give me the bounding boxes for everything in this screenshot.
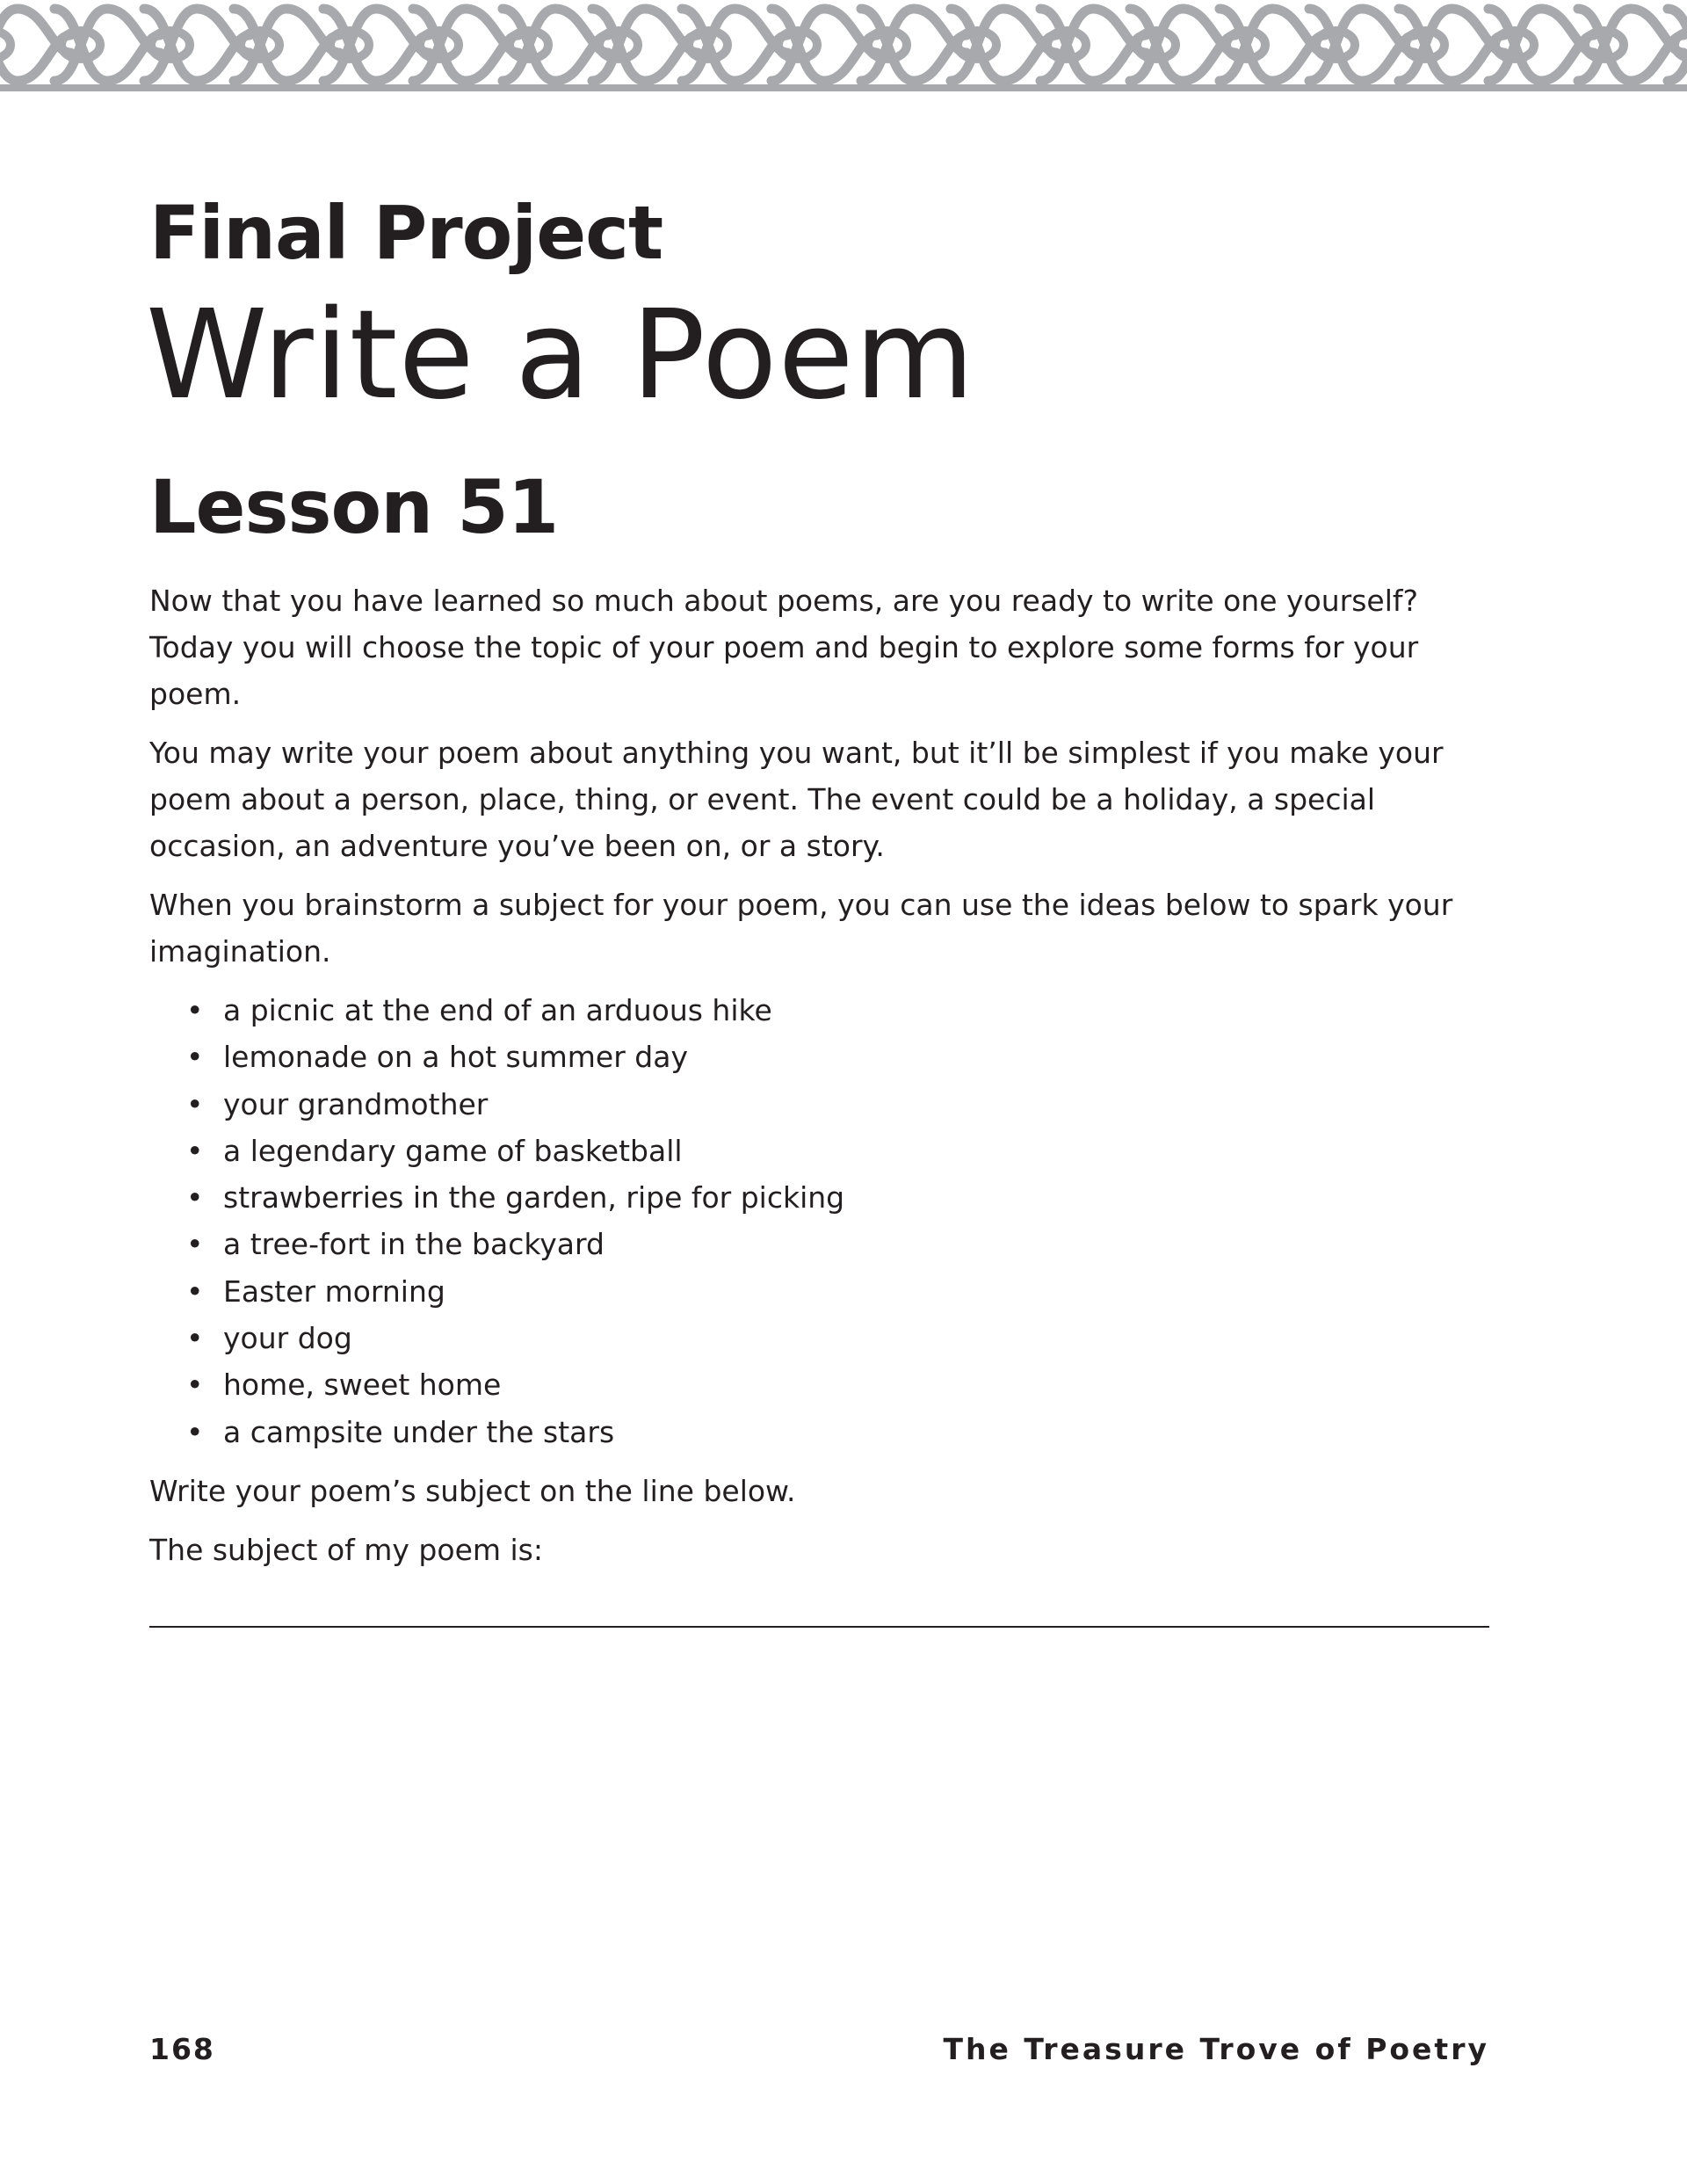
list-item bbox=[186, 1034, 1489, 1080]
section-kicker: Final Project bbox=[149, 190, 663, 276]
list-item bbox=[186, 1409, 1489, 1455]
celtic-knot-border-icon bbox=[0, 0, 1687, 91]
bullet-icon: • bbox=[186, 1180, 204, 1215]
idea-text: lemonade on a hot summer day bbox=[223, 1040, 688, 1075]
list-item bbox=[186, 1081, 1489, 1128]
idea-text: a picnic at the end of an arduous hike bbox=[223, 993, 772, 1027]
bullet-icon: • bbox=[186, 1368, 204, 1403]
idea-text: Easter morning bbox=[223, 1273, 445, 1309]
bullet-icon: • bbox=[186, 1040, 204, 1075]
answer-line[interactable] bbox=[149, 1626, 1489, 1628]
bullet-icon: • bbox=[186, 1321, 204, 1356]
celtic-knot-border bbox=[0, 0, 1687, 91]
idea-list bbox=[149, 987, 1489, 1455]
page-number: 168 bbox=[149, 2032, 215, 2066]
book-title: The Treasure Trove of Poetry bbox=[943, 2032, 1489, 2066]
list-item bbox=[186, 1361, 1489, 1408]
idea-text: a legendary game of basketball bbox=[223, 1133, 683, 1168]
list-item bbox=[186, 1315, 1489, 1361]
list-item bbox=[186, 1221, 1489, 1267]
page-title: Write a Poem bbox=[146, 284, 976, 427]
bullet-icon: • bbox=[186, 1133, 204, 1168]
idea-text: a tree-fort in the backyard bbox=[223, 1227, 605, 1262]
list-item bbox=[186, 1174, 1489, 1221]
subject-paragraph: You may write your poem about anything you want, but it’ll be simplest if you make your poem about a person, place, thing, or event. The event could be a holiday, a special occasion, an adventure you’ve been on, or a story. bbox=[149, 736, 1444, 863]
bullet-icon: • bbox=[186, 1086, 204, 1121]
brainstorm-paragraph: When you brainstorm a subject for your poem, you can use the ideas below to spark your imagination. bbox=[149, 888, 1453, 969]
lesson-heading: Lesson 51 bbox=[149, 464, 559, 550]
list-item bbox=[186, 1268, 1489, 1315]
instruction-text: Write your poem’s subject on the line below. bbox=[149, 1473, 796, 1508]
page-content bbox=[146, 189, 1489, 1628]
idea-text: a campsite under the stars bbox=[223, 1414, 615, 1449]
list-item bbox=[186, 1128, 1489, 1174]
bullet-icon: • bbox=[186, 1273, 204, 1309]
bullet-icon: • bbox=[186, 1414, 204, 1449]
idea-text: strawberries in the garden, ripe for picking bbox=[223, 1180, 845, 1215]
subject-prompt: The subject of my poem is: bbox=[149, 1532, 543, 1567]
idea-text: your dog bbox=[223, 1321, 352, 1356]
page-footer bbox=[149, 2032, 1489, 2076]
idea-text: your grandmother bbox=[223, 1086, 489, 1121]
bullet-icon: • bbox=[186, 1227, 204, 1262]
bullet-icon: • bbox=[186, 993, 204, 1027]
list-item bbox=[186, 987, 1489, 1034]
idea-text: home, sweet home bbox=[223, 1368, 502, 1403]
intro-paragraph: Now that you have learned so much about poems, are you ready to write one yourself? Today you will choose the topic of your poem and begin to explore some forms for your poem. bbox=[149, 584, 1419, 711]
